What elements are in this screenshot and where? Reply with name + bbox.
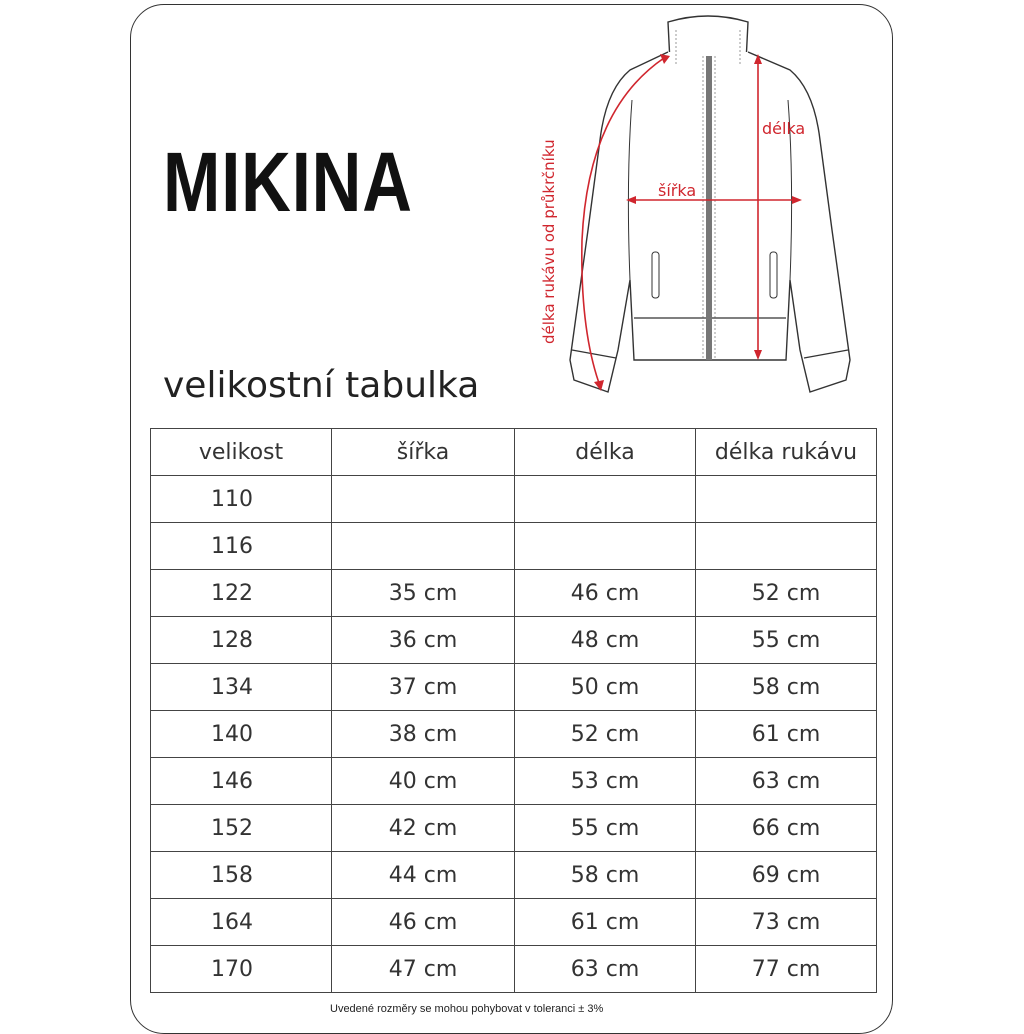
length-cell: 63 cm — [515, 946, 696, 993]
table-row — [151, 664, 877, 711]
table-row — [151, 758, 877, 805]
sleeve-cell: 77 cm — [696, 946, 877, 993]
length-cell: 61 cm — [515, 899, 696, 946]
table-row — [151, 711, 877, 758]
width-cell: 40 cm — [332, 758, 515, 805]
width-cell: 42 cm — [332, 805, 515, 852]
table-row — [151, 617, 877, 664]
width-cell: 44 cm — [332, 852, 515, 899]
size-cell: 164 — [151, 899, 332, 946]
size-cell: 140 — [151, 711, 332, 758]
size-cell: 158 — [151, 852, 332, 899]
header-width: šířka — [332, 429, 515, 476]
page-title: MIKINA — [163, 135, 413, 229]
sleeve-cell: 69 cm — [696, 852, 877, 899]
sleeve-cell: 63 cm — [696, 758, 877, 805]
sleeve-cell: 55 cm — [696, 617, 877, 664]
length-cell: 52 cm — [515, 711, 696, 758]
width-cell — [332, 476, 515, 523]
length-cell: 58 cm — [515, 852, 696, 899]
jacket-right-pocket — [770, 252, 777, 298]
table-header-row — [151, 429, 877, 476]
size-cell: 116 — [151, 523, 332, 570]
width-cell: 35 cm — [332, 570, 515, 617]
size-cell: 110 — [151, 476, 332, 523]
size-cell: 122 — [151, 570, 332, 617]
size-table — [150, 428, 877, 993]
sleeve-cell — [696, 476, 877, 523]
table-row — [151, 946, 877, 993]
table-row — [151, 523, 877, 570]
table-row — [151, 805, 877, 852]
length-cell — [515, 523, 696, 570]
width-cell: 36 cm — [332, 617, 515, 664]
width-cell: 47 cm — [332, 946, 515, 993]
label-sleeve: délka rukávu od průkrčníku — [540, 139, 558, 344]
size-cell: 152 — [151, 805, 332, 852]
length-cell: 53 cm — [515, 758, 696, 805]
width-cell: 46 cm — [332, 899, 515, 946]
width-cell: 38 cm — [332, 711, 515, 758]
width-cell: 37 cm — [332, 664, 515, 711]
label-width: šířka — [658, 181, 697, 200]
jacket-zipper — [706, 56, 712, 360]
table-title: velikostní tabulka — [163, 365, 480, 406]
width-cell — [332, 523, 515, 570]
tolerance-note: Uvedené rozměry se mohou pohybovat v toleranci ± 3% — [330, 1003, 604, 1015]
table-row — [151, 899, 877, 946]
sleeve-cell: 61 cm — [696, 711, 877, 758]
size-cell: 134 — [151, 664, 332, 711]
length-cell: 48 cm — [515, 617, 696, 664]
size-cell: 146 — [151, 758, 332, 805]
length-cell: 46 cm — [515, 570, 696, 617]
header-length: délka — [515, 429, 696, 476]
sleeve-cell: 73 cm — [696, 899, 877, 946]
length-cell: 50 cm — [515, 664, 696, 711]
header-size: velikost — [151, 429, 332, 476]
table-row — [151, 476, 877, 523]
sleeve-cell: 66 cm — [696, 805, 877, 852]
sleeve-cell: 52 cm — [696, 570, 877, 617]
length-cell — [515, 476, 696, 523]
size-cell: 170 — [151, 946, 332, 993]
jacket-diagram — [530, 0, 890, 405]
jacket-left-pocket — [652, 252, 659, 298]
sleeve-cell: 58 cm — [696, 664, 877, 711]
label-length: délka — [762, 119, 806, 138]
table-row — [151, 852, 877, 899]
header-sleeve: délka rukávu — [696, 429, 877, 476]
length-cell: 55 cm — [515, 805, 696, 852]
table-row — [151, 570, 877, 617]
sleeve-cell — [696, 523, 877, 570]
size-cell: 128 — [151, 617, 332, 664]
